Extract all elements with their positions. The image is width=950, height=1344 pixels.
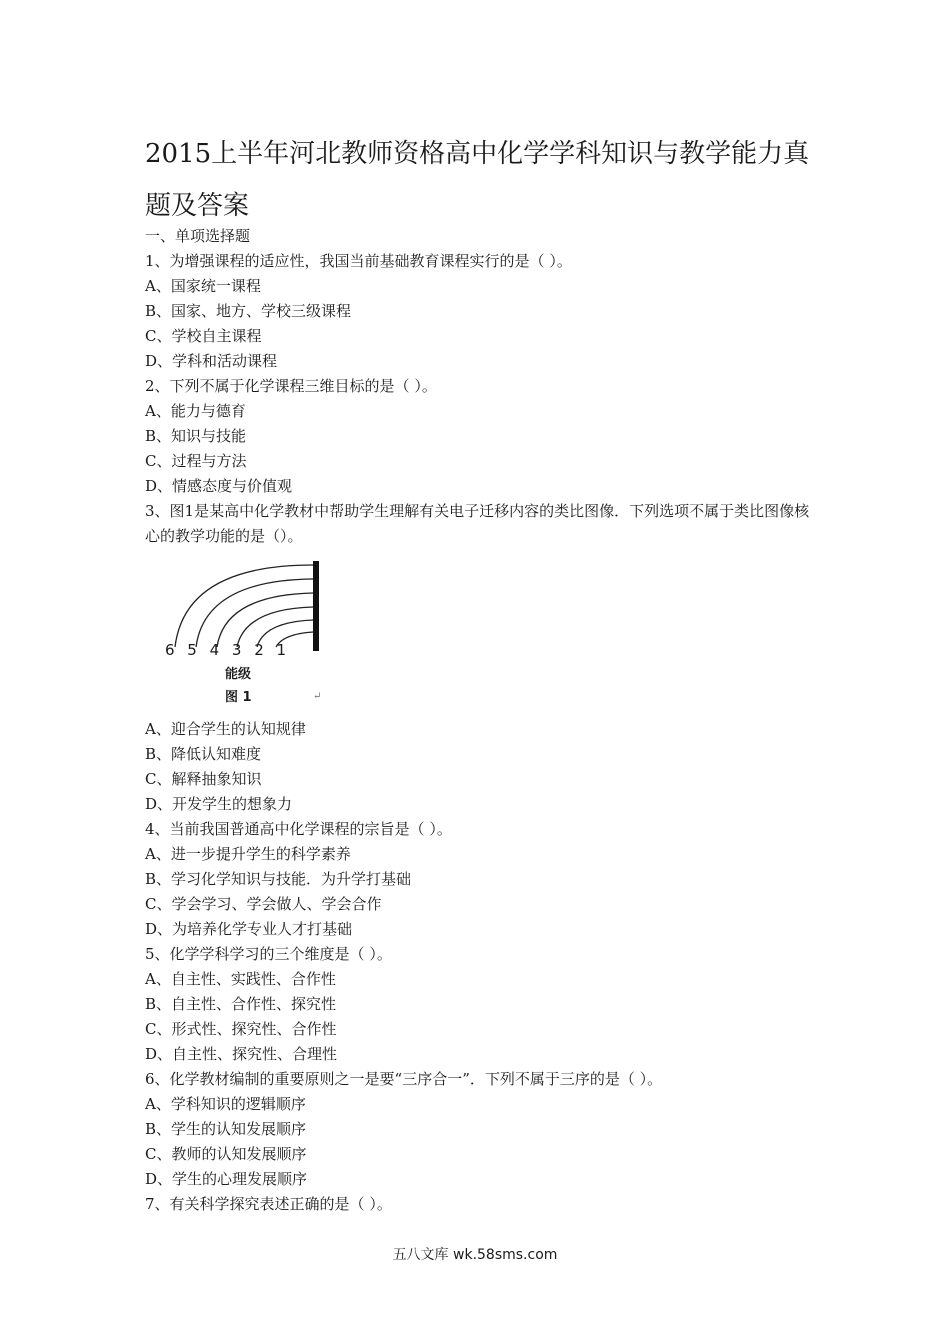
question-1-option-c: C、学校自主课程 xyxy=(145,327,262,345)
question-2-option-b: B、知识与技能 xyxy=(145,427,247,445)
question-3-option-d: D、开发学生的想象力 xyxy=(145,795,293,813)
question-3-option-b: B、降低认知难度 xyxy=(145,745,262,763)
question-5-option-a: A、自主性、实践性、合作性 xyxy=(145,970,336,988)
question-3-option-a: A、迎合学生的认知规律 xyxy=(145,720,306,738)
question-5-stem: 5、化学学科学习的三个维度是（ ）。 xyxy=(145,945,392,963)
question-6-stem: 6、化学教材编制的重要原则之一是要“三序合一”．下列不属于三序的是（ ）。 xyxy=(145,1070,663,1088)
question-4-option-b: B、学习化学知识与技能．为升学打基础 xyxy=(145,870,412,888)
energy-level-numbers: 6 5 4 3 2 1 xyxy=(165,641,291,659)
question-1-option-b: B、国家、地方、学校三级课程 xyxy=(145,302,352,320)
question-7-stem: 7、有关科学探究表述正确的是（ ）。 xyxy=(145,1195,392,1213)
energy-level-label: 能级 xyxy=(225,667,252,682)
question-2-option-d: D、情感态度与价值观 xyxy=(145,477,293,495)
question-4-option-c: C、学会学习、学会做人、学会合作 xyxy=(145,895,382,913)
energy-level-figure xyxy=(163,555,343,717)
question-4-option-a: A、进一步提升学生的科学素养 xyxy=(145,845,351,863)
question-6-option-c: C、教师的认知发展顺序 xyxy=(145,1145,307,1163)
question-5-option-c: C、形式性、探究性、合作性 xyxy=(145,1020,337,1038)
wall-bar xyxy=(313,561,319,651)
return-mark-icon: ↵ xyxy=(313,691,322,702)
question-1-option-d: D、学科和活动课程 xyxy=(145,352,278,370)
question-1-option-a: A、国家统一课程 xyxy=(145,277,261,295)
question-2-option-a: A、能力与德育 xyxy=(145,402,246,420)
question-5-option-d: D、自主性、探究性、合理性 xyxy=(145,1045,338,1063)
arc-level-5 xyxy=(196,579,313,647)
question-2-option-c: C、过程与方法 xyxy=(145,452,247,470)
question-6-option-b: B、学生的认知发展顺序 xyxy=(145,1120,307,1138)
section-heading: 一、单项选择题 xyxy=(145,227,251,245)
arc-level-4 xyxy=(217,593,313,647)
document-body xyxy=(145,224,810,1217)
arc-level-6 xyxy=(175,565,313,647)
question-4-option-d: D、为培养化学专业人才打基础 xyxy=(145,920,353,938)
figure-caption: 图 1 xyxy=(225,690,252,705)
question-2-stem: 2、下列不属于化学课程三维目标的是（ ）。 xyxy=(145,377,437,395)
question-6-option-d: D、学生的心理发展顺序 xyxy=(145,1170,308,1188)
page-title: 2015上半年河北教师资格高中化学学科知识与教学能力真题及答案 xyxy=(145,139,810,221)
question-3-option-c: C、解释抽象知识 xyxy=(145,770,262,788)
question-3-stem: 3、图1是某高中化学教材中帮助学生理解有关电子迁移内容的类比图像．下列选项不属于类比图像核心的教学功能的是（）。 xyxy=(145,502,810,545)
question-1-stem: 1、为增强课程的适应性，我国当前基础教育课程实行的是（ ）。 xyxy=(145,252,572,270)
question-5-option-b: B、自主性、合作性、探究性 xyxy=(145,995,337,1013)
page-footer: 五八文库 wk.58sms.com xyxy=(392,1247,558,1263)
question-4-stem: 4、当前我国普通高中化学课程的宗旨是（ ）。 xyxy=(145,820,452,838)
question-6-option-a: A、学科知识的逻辑顺序 xyxy=(145,1095,306,1113)
